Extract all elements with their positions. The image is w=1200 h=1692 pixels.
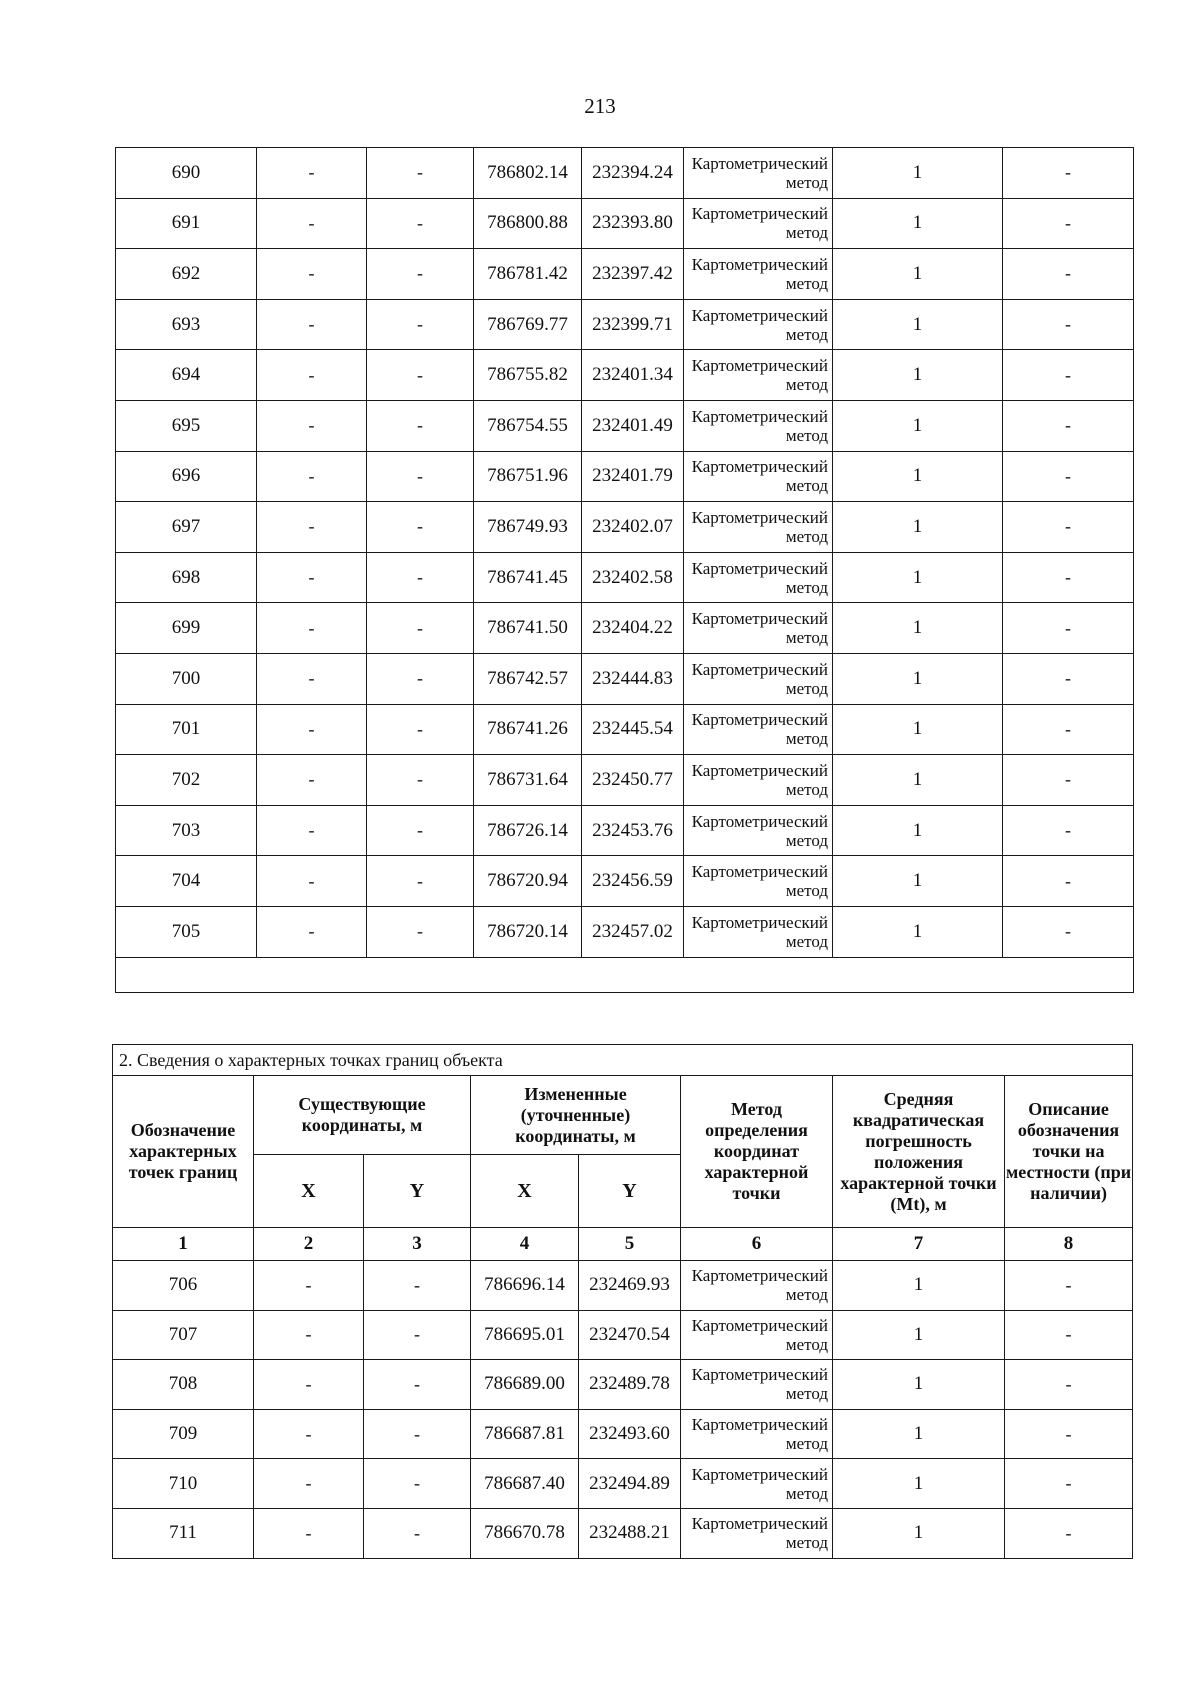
description-cell: - xyxy=(1003,198,1134,249)
existing-y-cell: - xyxy=(367,400,474,451)
point-cell: 695 xyxy=(116,400,257,451)
existing-x-cell: - xyxy=(257,299,367,350)
description-cell: - xyxy=(1003,350,1134,401)
x-coordinate-cell: 786741.45 xyxy=(474,552,582,603)
method-cell: Картометрический метод xyxy=(684,198,833,249)
description-cell: - xyxy=(1005,1310,1133,1360)
description-cell: - xyxy=(1003,856,1134,907)
y-coordinate-cell: 232494.89 xyxy=(579,1459,681,1509)
mean-error-cell: 1 xyxy=(833,704,1003,755)
method-cell: Картометрический метод xyxy=(684,603,833,654)
existing-y-cell: - xyxy=(364,1310,471,1360)
boundary-points-table xyxy=(112,1044,1133,1559)
description-cell: - xyxy=(1003,906,1134,957)
method-cell: Картометрический метод xyxy=(681,1310,833,1360)
table-row xyxy=(116,653,1134,704)
method-cell: Картометрический метод xyxy=(681,1508,833,1558)
table-row xyxy=(113,1261,1133,1311)
x-coordinate-cell: 786687.40 xyxy=(471,1459,579,1509)
method-cell: Картометрический метод xyxy=(681,1261,833,1311)
x-coordinate-cell: 786720.94 xyxy=(474,856,582,907)
description-cell: - xyxy=(1005,1459,1133,1509)
table-row xyxy=(113,1409,1133,1459)
existing-y-cell: - xyxy=(367,502,474,553)
method-cell: Картометрический метод xyxy=(684,755,833,806)
method-cell: Картометрический метод xyxy=(684,856,833,907)
mean-error-cell: 1 xyxy=(833,653,1003,704)
empty-row xyxy=(116,957,1134,992)
existing-x-cell: - xyxy=(257,148,367,199)
description-cell: - xyxy=(1003,552,1134,603)
point-cell: 697 xyxy=(116,502,257,553)
method-cell: Картометрический метод xyxy=(684,906,833,957)
header-changed-y: Y xyxy=(579,1155,681,1228)
existing-y-cell: - xyxy=(367,451,474,502)
y-coordinate-cell: 232399.71 xyxy=(582,299,684,350)
point-cell: 707 xyxy=(113,1310,254,1360)
description-cell: - xyxy=(1003,755,1134,806)
x-coordinate-cell: 786755.82 xyxy=(474,350,582,401)
table-row xyxy=(116,249,1134,300)
existing-x-cell: - xyxy=(257,906,367,957)
existing-y-cell: - xyxy=(364,1360,471,1410)
existing-y-cell: - xyxy=(367,350,474,401)
mean-error-cell: 1 xyxy=(833,451,1003,502)
x-coordinate-cell: 786751.96 xyxy=(474,451,582,502)
y-coordinate-cell: 232457.02 xyxy=(582,906,684,957)
description-cell: - xyxy=(1003,400,1134,451)
mean-error-cell: 1 xyxy=(833,805,1003,856)
point-cell: 702 xyxy=(116,755,257,806)
method-cell: Картометрический метод xyxy=(684,653,833,704)
table-row xyxy=(116,148,1134,199)
y-coordinate-cell: 232393.80 xyxy=(582,198,684,249)
table-row xyxy=(116,603,1134,654)
description-cell: - xyxy=(1005,1261,1133,1311)
method-cell: Картометрический метод xyxy=(684,552,833,603)
existing-x-cell: - xyxy=(254,1508,364,1558)
y-coordinate-cell: 232488.21 xyxy=(579,1508,681,1558)
description-cell: - xyxy=(1003,299,1134,350)
page-number: 213 xyxy=(584,94,616,118)
existing-x-cell: - xyxy=(257,249,367,300)
method-cell: Картометрический метод xyxy=(681,1409,833,1459)
y-coordinate-cell: 232444.83 xyxy=(582,653,684,704)
description-cell: - xyxy=(1005,1508,1133,1558)
point-cell: 704 xyxy=(116,856,257,907)
mean-error-cell: 1 xyxy=(833,1409,1005,1459)
mean-error-cell: 1 xyxy=(833,1508,1005,1558)
y-coordinate-cell: 232493.60 xyxy=(579,1409,681,1459)
table-row xyxy=(113,1310,1133,1360)
mean-error-cell: 1 xyxy=(833,502,1003,553)
existing-y-cell: - xyxy=(364,1459,471,1509)
point-cell: 698 xyxy=(116,552,257,603)
existing-y-cell: - xyxy=(367,603,474,654)
y-coordinate-cell: 232445.54 xyxy=(582,704,684,755)
existing-x-cell: - xyxy=(257,856,367,907)
existing-y-cell: - xyxy=(364,1261,471,1311)
coordinates-table-continued xyxy=(115,147,1134,993)
y-coordinate-cell: 232394.24 xyxy=(582,148,684,199)
header-point-designation: Обозначение характерных точек границ xyxy=(113,1076,254,1228)
x-coordinate-cell: 786731.64 xyxy=(474,755,582,806)
y-coordinate-cell: 232401.34 xyxy=(582,350,684,401)
x-coordinate-cell: 786754.55 xyxy=(474,400,582,451)
mean-error-cell: 1 xyxy=(833,552,1003,603)
x-coordinate-cell: 786689.00 xyxy=(471,1360,579,1410)
table-row xyxy=(116,299,1134,350)
y-coordinate-cell: 232456.59 xyxy=(582,856,684,907)
table-row xyxy=(116,502,1134,553)
empty-cell xyxy=(116,957,1134,992)
x-coordinate-cell: 786742.57 xyxy=(474,653,582,704)
point-cell: 693 xyxy=(116,299,257,350)
y-coordinate-cell: 232489.78 xyxy=(579,1360,681,1410)
description-cell: - xyxy=(1003,502,1134,553)
point-cell: 691 xyxy=(116,198,257,249)
existing-x-cell: - xyxy=(254,1310,364,1360)
existing-y-cell: - xyxy=(367,653,474,704)
y-coordinate-cell: 232404.22 xyxy=(582,603,684,654)
mean-error-cell: 1 xyxy=(833,755,1003,806)
mean-error-cell: 1 xyxy=(833,249,1003,300)
existing-x-cell: - xyxy=(257,350,367,401)
point-cell: 706 xyxy=(113,1261,254,1311)
x-coordinate-cell: 786741.50 xyxy=(474,603,582,654)
existing-y-cell: - xyxy=(367,856,474,907)
mean-error-cell: 1 xyxy=(833,856,1003,907)
existing-x-cell: - xyxy=(254,1409,364,1459)
method-cell: Картометрический метод xyxy=(684,502,833,553)
mean-error-cell: 1 xyxy=(833,906,1003,957)
method-cell: Картометрический метод xyxy=(684,400,833,451)
x-coordinate-cell: 786720.14 xyxy=(474,906,582,957)
point-cell: 694 xyxy=(116,350,257,401)
description-cell: - xyxy=(1003,603,1134,654)
existing-y-cell: - xyxy=(367,198,474,249)
mean-error-cell: 1 xyxy=(833,350,1003,401)
method-cell: Картометрический метод xyxy=(684,350,833,401)
description-cell: - xyxy=(1005,1360,1133,1410)
column-number: 3 xyxy=(364,1228,471,1261)
x-coordinate-cell: 786695.01 xyxy=(471,1310,579,1360)
y-coordinate-cell: 232401.49 xyxy=(582,400,684,451)
table-row xyxy=(113,1459,1133,1509)
x-coordinate-cell: 786802.14 xyxy=(474,148,582,199)
description-cell: - xyxy=(1003,148,1134,199)
table-row xyxy=(116,805,1134,856)
point-cell: 690 xyxy=(116,148,257,199)
description-cell: - xyxy=(1003,451,1134,502)
description-cell: - xyxy=(1003,805,1134,856)
y-coordinate-cell: 232401.79 xyxy=(582,451,684,502)
existing-x-cell: - xyxy=(257,451,367,502)
existing-x-cell: - xyxy=(257,755,367,806)
mean-error-cell: 1 xyxy=(833,148,1003,199)
y-coordinate-cell: 232469.93 xyxy=(579,1261,681,1311)
column-number: 7 xyxy=(833,1228,1005,1261)
existing-x-cell: - xyxy=(254,1261,364,1311)
existing-x-cell: - xyxy=(257,603,367,654)
description-cell: - xyxy=(1005,1409,1133,1459)
existing-y-cell: - xyxy=(367,299,474,350)
header-existing-x: X xyxy=(254,1155,364,1228)
existing-y-cell: - xyxy=(364,1409,471,1459)
table-row xyxy=(116,704,1134,755)
y-coordinate-cell: 232470.54 xyxy=(579,1310,681,1360)
y-coordinate-cell: 232453.76 xyxy=(582,805,684,856)
mean-error-cell: 1 xyxy=(833,1261,1005,1311)
method-cell: Картометрический метод xyxy=(684,704,833,755)
table-row xyxy=(113,1508,1133,1558)
x-coordinate-cell: 786696.14 xyxy=(471,1261,579,1311)
x-coordinate-cell: 786749.93 xyxy=(474,502,582,553)
description-cell: - xyxy=(1003,653,1134,704)
existing-x-cell: - xyxy=(257,198,367,249)
point-cell: 699 xyxy=(116,603,257,654)
mean-error-cell: 1 xyxy=(833,1459,1005,1509)
y-coordinate-cell: 232397.42 xyxy=(582,249,684,300)
column-number: 1 xyxy=(113,1228,254,1261)
existing-y-cell: - xyxy=(367,906,474,957)
point-cell: 710 xyxy=(113,1459,254,1509)
mean-error-cell: 1 xyxy=(833,1310,1005,1360)
existing-y-cell: - xyxy=(367,552,474,603)
header-description: Описание обозначения точки на местности (при наличии) xyxy=(1005,1076,1133,1228)
existing-x-cell: - xyxy=(257,653,367,704)
existing-y-cell: - xyxy=(367,755,474,806)
table-row xyxy=(113,1360,1133,1410)
table-row xyxy=(116,856,1134,907)
point-cell: 701 xyxy=(116,704,257,755)
table-row xyxy=(116,451,1134,502)
header-existing-coordinates: Существующие координаты, м xyxy=(254,1076,471,1155)
existing-y-cell: - xyxy=(367,704,474,755)
header-changed-x: X xyxy=(471,1155,579,1228)
header-mean-error: Средняя квадратическая погрешность положения характерной точки (Mt), м xyxy=(833,1076,1005,1228)
point-cell: 692 xyxy=(116,249,257,300)
x-coordinate-cell: 786800.88 xyxy=(474,198,582,249)
point-cell: 703 xyxy=(116,805,257,856)
x-coordinate-cell: 786769.77 xyxy=(474,299,582,350)
method-cell: Картометрический метод xyxy=(684,451,833,502)
x-coordinate-cell: 786741.26 xyxy=(474,704,582,755)
x-coordinate-cell: 786781.42 xyxy=(474,249,582,300)
mean-error-cell: 1 xyxy=(833,400,1003,451)
method-cell: Картометрический метод xyxy=(681,1360,833,1410)
x-coordinate-cell: 786687.81 xyxy=(471,1409,579,1459)
table-row xyxy=(116,350,1134,401)
y-coordinate-cell: 232450.77 xyxy=(582,755,684,806)
header-method: Метод определения координат характерной точки xyxy=(681,1076,833,1228)
table-row xyxy=(116,552,1134,603)
point-cell: 705 xyxy=(116,906,257,957)
existing-x-cell: - xyxy=(257,552,367,603)
method-cell: Картометрический метод xyxy=(684,805,833,856)
table-row xyxy=(116,400,1134,451)
column-number: 8 xyxy=(1005,1228,1133,1261)
existing-y-cell: - xyxy=(367,249,474,300)
existing-x-cell: - xyxy=(257,502,367,553)
existing-y-cell: - xyxy=(364,1508,471,1558)
y-coordinate-cell: 232402.58 xyxy=(582,552,684,603)
column-number: 2 xyxy=(254,1228,364,1261)
point-cell: 700 xyxy=(116,653,257,704)
table-caption: 2. Сведения о характерных точках границ объекта xyxy=(113,1045,1133,1076)
point-cell: 696 xyxy=(116,451,257,502)
mean-error-cell: 1 xyxy=(833,603,1003,654)
method-cell: Картометрический метод xyxy=(684,299,833,350)
description-cell: - xyxy=(1003,249,1134,300)
x-coordinate-cell: 786726.14 xyxy=(474,805,582,856)
mean-error-cell: 1 xyxy=(833,1360,1005,1410)
point-cell: 711 xyxy=(113,1508,254,1558)
existing-y-cell: - xyxy=(367,805,474,856)
point-cell: 708 xyxy=(113,1360,254,1410)
y-coordinate-cell: 232402.07 xyxy=(582,502,684,553)
existing-x-cell: - xyxy=(257,400,367,451)
existing-x-cell: - xyxy=(254,1360,364,1410)
description-cell: - xyxy=(1003,704,1134,755)
method-cell: Картометрический метод xyxy=(684,148,833,199)
existing-x-cell: - xyxy=(257,704,367,755)
header-existing-y: Y xyxy=(364,1155,471,1228)
column-number: 5 xyxy=(579,1228,681,1261)
table-row xyxy=(116,755,1134,806)
point-cell: 709 xyxy=(113,1409,254,1459)
table-row xyxy=(116,906,1134,957)
method-cell: Картометрический метод xyxy=(684,249,833,300)
existing-x-cell: - xyxy=(254,1459,364,1509)
mean-error-cell: 1 xyxy=(833,299,1003,350)
mean-error-cell: 1 xyxy=(833,198,1003,249)
method-cell: Картометрический метод xyxy=(681,1459,833,1509)
header-changed-coordinates: Измененные (уточненные) координаты, м xyxy=(471,1076,681,1155)
column-number: 4 xyxy=(471,1228,579,1261)
table-row xyxy=(116,198,1134,249)
existing-x-cell: - xyxy=(257,805,367,856)
column-number: 6 xyxy=(681,1228,833,1261)
x-coordinate-cell: 786670.78 xyxy=(471,1508,579,1558)
existing-y-cell: - xyxy=(367,148,474,199)
